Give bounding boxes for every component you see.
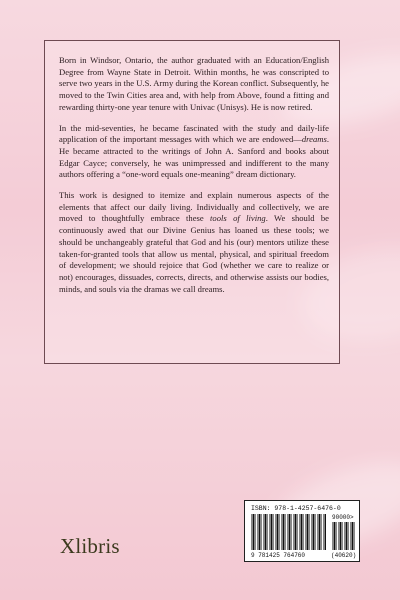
barcode-bar	[289, 514, 291, 550]
barcode-bar	[277, 514, 279, 550]
barcode-bar	[332, 522, 333, 550]
barcode-bar	[271, 514, 273, 550]
barcode-bar	[311, 514, 312, 550]
barcode-bar	[283, 514, 285, 550]
barcode-bar	[301, 514, 303, 550]
barcode-digits: 9 781425 764760	[251, 552, 306, 559]
barcode-bar	[344, 522, 345, 550]
dreams-text-end: . He became attracted to the writings of John A. Sanford and books about Edgar Cayce; conversely, he was unimpressed and indifferent to the many authors offering a “one-word equals one-meaning” dream dictionary.	[59, 134, 329, 180]
barcode-code: (40620)	[331, 552, 357, 559]
barcode-bar	[348, 522, 349, 550]
barcode-bar	[307, 514, 309, 550]
barcode-bar	[352, 522, 354, 550]
barcode-bar	[315, 514, 316, 550]
author-bio-panel	[44, 40, 340, 364]
barcode-bar	[297, 514, 298, 550]
barcode-bar	[305, 514, 306, 550]
barcode-bar	[342, 522, 343, 550]
barcode-bar	[255, 514, 256, 550]
barcode-bar	[267, 514, 268, 550]
barcode-bar	[336, 522, 337, 550]
barcode-bar	[263, 514, 264, 550]
barcode-bar	[279, 514, 280, 550]
bio-paragraph	[59, 55, 329, 114]
barcode-bar	[275, 514, 276, 550]
barcode-bar	[261, 514, 262, 550]
barcode-bar	[253, 514, 255, 550]
barcode-bar	[346, 522, 348, 550]
barcode-bar	[325, 514, 327, 550]
barcode-bar	[317, 514, 318, 550]
barcode-bar	[291, 514, 292, 550]
barcode-bar	[313, 514, 315, 550]
isbn-barcode	[244, 500, 360, 562]
dreams-paragraph	[59, 123, 329, 182]
barcode-bar	[257, 514, 258, 550]
barcode-bar	[295, 514, 297, 550]
barcode-bar	[293, 514, 294, 550]
barcode-bars	[251, 514, 327, 550]
barcode-bar	[259, 514, 261, 550]
barcode-bar	[323, 514, 324, 550]
publisher-logo: Xlibris	[60, 534, 120, 558]
bio-text: Born in Windsor, Ontario, the author graduated with an Education/English Degree from Wayne State in Detroit. Within months, he was conscripted to serve two years in the U.S. Army during the Korean conflict. Subsequently, he moved to the Twin Cities area and, with help from Above, found a fitting and rewarding thirty-one year tenure with Univac (Unisys). He is now retired.	[59, 55, 329, 112]
barcode-bar	[273, 514, 274, 550]
barcode-bar	[340, 522, 342, 550]
dreams-emphasis: dreams	[301, 134, 327, 145]
barcode-bar	[251, 514, 252, 550]
dreams-text-start: In the mid-seventies, he became fascinated with the study and daily-life application of the important messages with which we are endowed—	[59, 122, 329, 145]
isbn-label: ISBN: 978-1-4257-6476-0	[251, 505, 341, 512]
barcode-bar	[281, 514, 282, 550]
barcode-bar	[285, 514, 286, 550]
barcode-bar	[321, 514, 322, 550]
barcode-addon-bars	[332, 522, 356, 550]
barcode-bar	[354, 522, 355, 550]
barcode-bar	[309, 514, 310, 550]
barcode-bar	[303, 514, 304, 550]
tools-text-end: . We should be continuously awed that our Divine Genius has loaned us these tools; we should be unchangeably grateful that God and his (our) mentors utilize these taken-for-granted tools that allow us mental, physical, and spiritual freedom of development; we should rejoice that God (whether we care to realize or not) encourages, dissuades, corrects, directs, and otherwise assists our bodies, minds, and souls via the dramas we call dreams.	[59, 213, 329, 294]
barcode-bar	[334, 522, 336, 550]
barcode-addon-number: 90000>	[332, 514, 354, 521]
barcode-bar	[265, 514, 267, 550]
barcode-bar	[287, 514, 288, 550]
barcode-bar	[299, 514, 300, 550]
barcode-bar	[269, 514, 270, 550]
tools-text-start: This work is designed to itemize and explain numerous aspects of the elements that affect our daily living. Individually and collectively, we are moved to thoughtfully embrace these	[59, 190, 329, 224]
barcode-bar	[350, 522, 351, 550]
barcode-bar	[319, 514, 321, 550]
tools-emphasis: tools of living	[210, 213, 266, 224]
tools-paragraph	[59, 190, 329, 295]
barcode-bar	[338, 522, 339, 550]
